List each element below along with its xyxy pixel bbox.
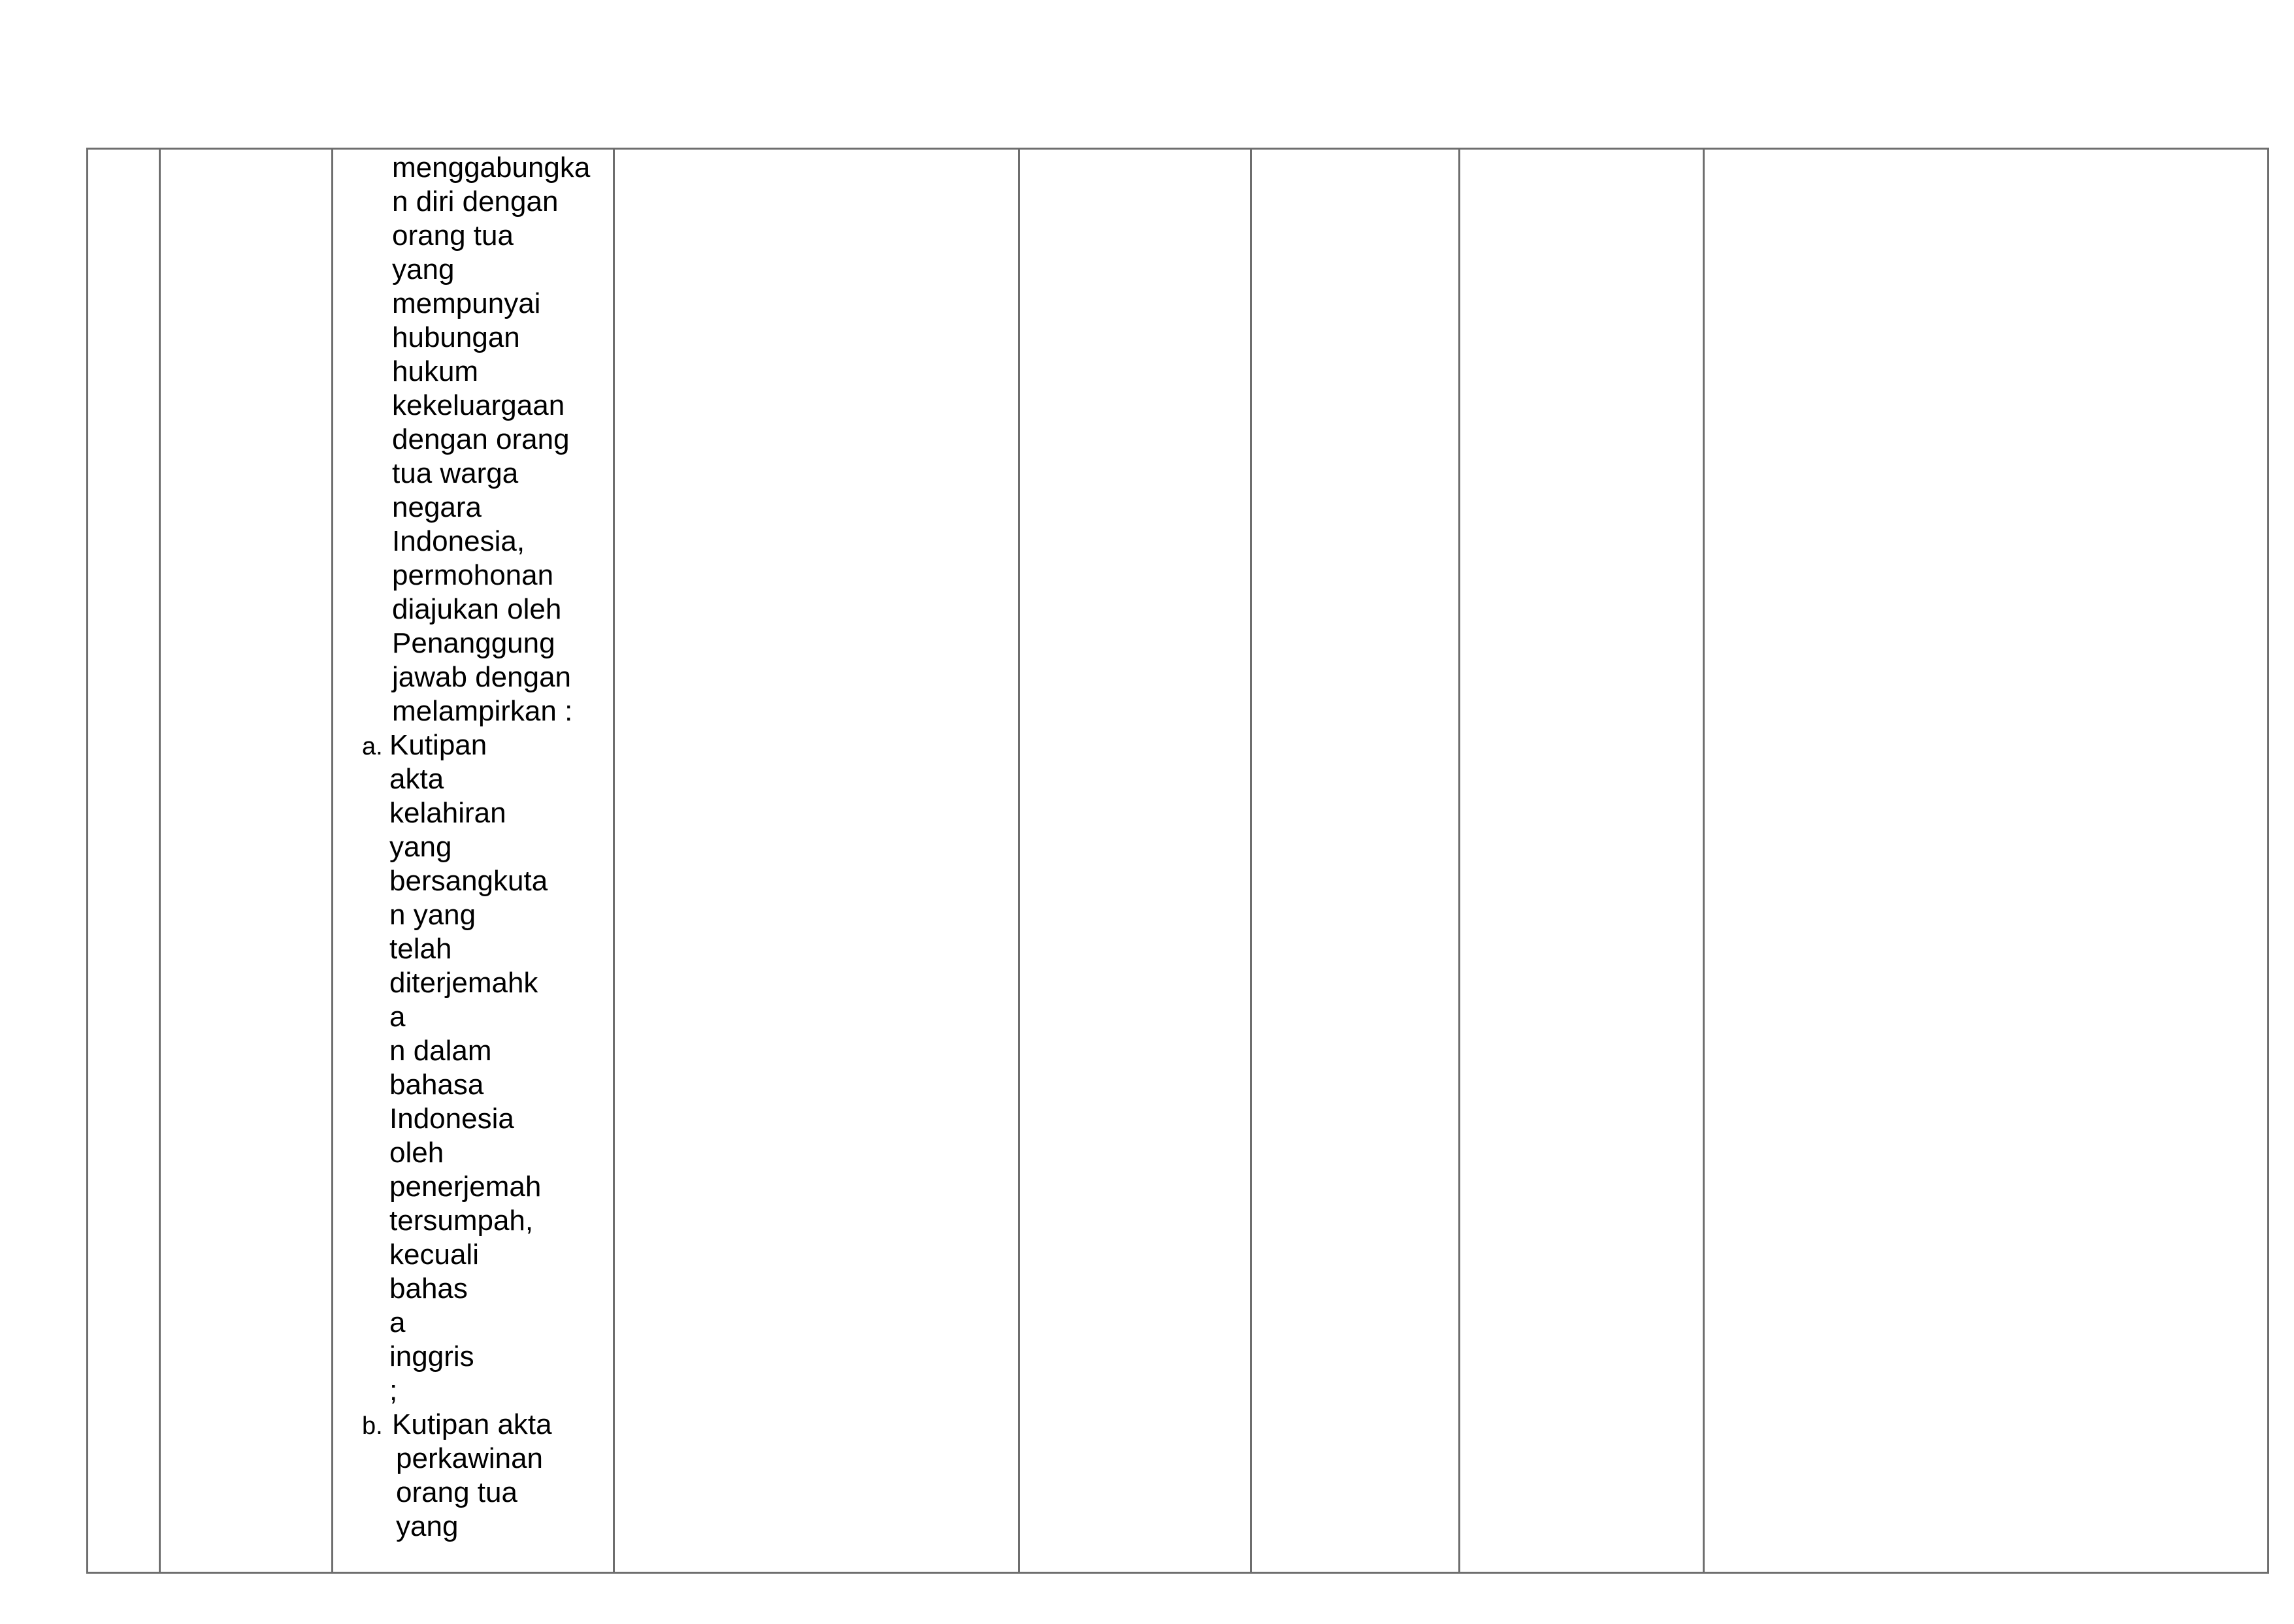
list-item-line: n yang — [389, 899, 476, 931]
paragraph-line: negara — [392, 491, 482, 523]
column-divider — [331, 148, 333, 1574]
list-item-line: bersangkuta — [389, 865, 548, 897]
list-item-line: n dalam — [389, 1035, 492, 1067]
column-divider — [1250, 148, 1252, 1574]
list-item-line: diterjemahk — [389, 967, 538, 999]
paragraph-line: jawab dengan — [392, 661, 572, 693]
list-item-line: ; — [389, 1374, 398, 1406]
paragraph-line: n diri dengan — [392, 186, 559, 218]
paragraph-line: permohonan — [392, 559, 554, 591]
list-item-line: a — [389, 1307, 406, 1339]
list-item-line: telah — [389, 933, 452, 965]
list-item-line: Kutipan — [389, 729, 487, 761]
paragraph-line: melampirkan : — [392, 695, 573, 727]
column-divider — [1458, 148, 1460, 1574]
paragraph-line: Indonesia, — [392, 525, 525, 557]
list-item-line: bahasa — [389, 1069, 484, 1101]
column-divider — [1018, 148, 1020, 1574]
list-item-line: perkawinan — [396, 1442, 544, 1474]
paragraph-line: orang tua — [392, 219, 514, 252]
list-item-line: kecuali — [389, 1239, 479, 1271]
paragraph-line: dengan orang — [392, 423, 570, 455]
list-item-line: inggris — [389, 1340, 474, 1372]
list-item-line: a — [389, 1001, 406, 1033]
paragraph-line: Penanggung — [392, 627, 555, 659]
list-item-line: bahas — [389, 1273, 468, 1305]
paragraph-line: mempunyai — [392, 287, 541, 319]
list-marker: a. — [362, 733, 383, 760]
list-marker: b. — [362, 1412, 383, 1440]
list-item-line: Indonesia — [389, 1103, 514, 1135]
list-item-line: tersumpah, — [389, 1205, 534, 1237]
paragraph-line: yang — [392, 253, 455, 285]
list-item-line: yang — [396, 1510, 459, 1542]
paragraph-line: hubungan — [392, 321, 520, 353]
list-item-line: yang — [389, 831, 452, 863]
column-divider — [159, 148, 161, 1574]
paragraph-line: tua warga — [392, 457, 519, 489]
list-item-line: penerjemah — [389, 1171, 542, 1203]
list-item-line: akta — [389, 763, 444, 795]
list-item-line: Kutipan akta — [392, 1408, 552, 1440]
table-cell-content — [335, 148, 615, 1574]
column-divider — [1703, 148, 1705, 1574]
list-item-line: orang tua — [396, 1476, 517, 1508]
list-item-line: oleh — [389, 1137, 444, 1169]
paragraph-line: hukum — [392, 355, 479, 387]
list-item-line: kelahiran — [389, 797, 506, 829]
paragraph-line: menggabungka — [392, 152, 591, 184]
paragraph-line: kekeluargaan — [392, 389, 565, 421]
paragraph-line: diajukan oleh — [392, 593, 562, 625]
